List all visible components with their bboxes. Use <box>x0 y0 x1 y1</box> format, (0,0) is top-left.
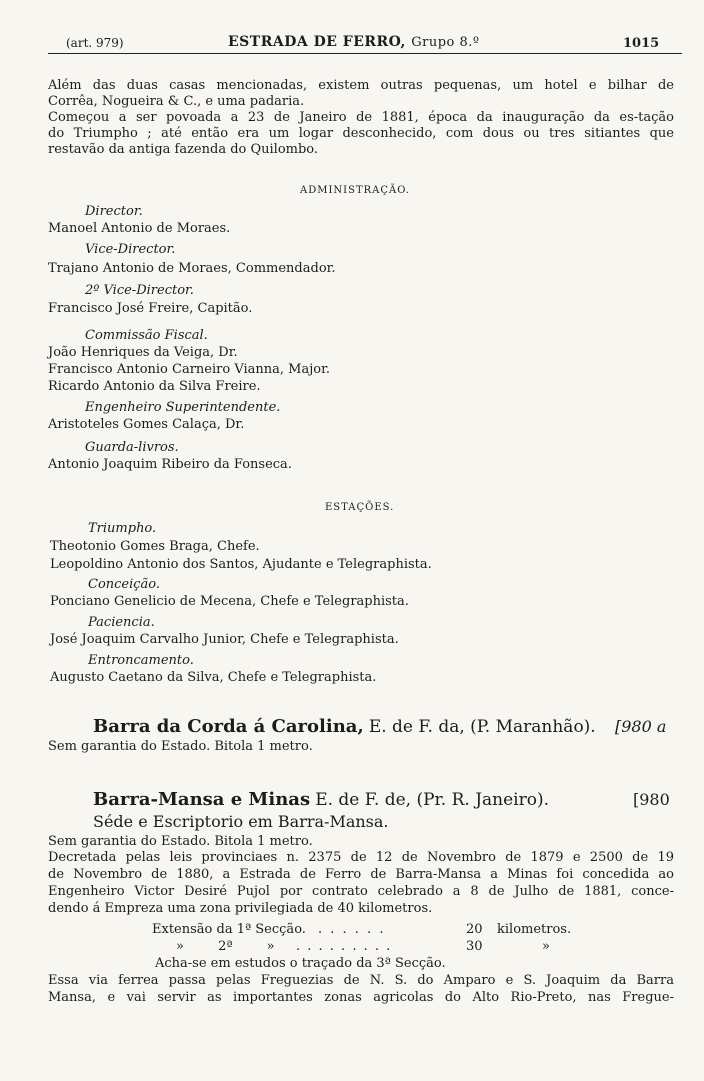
station-label: Conceição. <box>88 577 161 592</box>
person-name: João Henriques da Veiga, Dr. <box>48 345 238 360</box>
entry-text: Sem garantia do Estado. Bitola 1 metro. <box>48 834 313 849</box>
entry-ref: [980 <box>633 790 670 809</box>
running-title-main: ESTRADA DE FERRO, <box>228 34 406 50</box>
person-name: Manoel Antonio de Moraes. <box>48 221 231 236</box>
intro-line: Além das duas casas mencionadas, existem outras pequenas, um hotel e bilhar de <box>48 78 674 93</box>
entry-text: Acha-se em estudos o traçado da 3ª Secção. <box>155 956 446 971</box>
extension-value: 30 <box>466 939 483 954</box>
intro-line: Corrêa, Nogueira & C., e uma padaria. <box>48 94 305 109</box>
entry-text: Essa via ferrea passa pelas Freguezias de N. S. do Amparo e S. Joaquim da Barra <box>48 973 674 988</box>
role-label: Commissão Fiscal. <box>85 328 208 343</box>
extension-value: 20 <box>466 922 483 937</box>
role-label: Guarda-livros. <box>85 440 179 455</box>
person-name: Trajano Antonio de Moraes, Commendador. <box>48 261 336 276</box>
role-label: 2º Vice-Director. <box>85 283 194 298</box>
section-heading-administracao: ADMINISTRAÇÃO. <box>300 185 411 196</box>
person-name: Francisco Antonio Carneiro Vianna, Major. <box>48 362 330 377</box>
extension-label: Extensão da 1ª Secção. <box>152 922 306 937</box>
group-label: Grupo 8.º <box>411 35 480 50</box>
entry-sede: Séde e Escriptorio em Barra-Mansa. <box>93 812 389 831</box>
running-title <box>228 34 480 50</box>
entry-text: Decretada pelas leis provinciaes n. 2375 de 12 de Novembro de 1879 e 2500 de 19 <box>48 850 674 865</box>
station-label: Entroncamento. <box>88 653 194 668</box>
header-rule <box>48 53 682 54</box>
station-label: Triumpho. <box>88 521 157 536</box>
entry-subtitle: E. de F. de, (Pr. R. Janeiro). <box>315 790 549 810</box>
entry-text: Engenheiro Victor Desiré Pujol por contrato celebrado a 8 de Julho de 1881, conce- <box>48 884 674 899</box>
entry-subtitle: E. de F. da, (P. Maranhão). <box>368 717 596 737</box>
extension-unit: » <box>542 939 550 954</box>
page-number: 1015 <box>623 36 660 51</box>
section-heading-estacoes: ESTAÇÕES. <box>325 502 395 513</box>
person-name: Francisco José Freire, Capitão. <box>48 301 253 316</box>
page-header <box>48 32 682 54</box>
article-ref: (art. 979) <box>66 36 124 50</box>
leader-dots: . . . . . . . . . <box>296 939 392 954</box>
role-label: Engenheiro Superintendente. <box>85 400 281 415</box>
entry-text: de Novembro de 1880, a Estrada de Ferro de Barra-Mansa a Minas foi concedida ao <box>48 867 674 882</box>
entry-text: Mansa, e vai servir as importantes zonas agricolas do Alto Rio-Preto, nas Fregue- <box>48 990 674 1005</box>
leader-dots: . . . . . . <box>318 922 386 937</box>
person-name: Aristoteles Gomes Calaça, Dr. <box>48 417 245 432</box>
entry-text: Sem garantia do Estado. Bitola 1 metro. <box>48 739 313 754</box>
intro-line: restavão da antiga fazenda do Quilombo. <box>48 142 319 157</box>
entry-heading-barra-corda <box>93 717 596 737</box>
entry-heading-barra-mansa <box>93 790 549 810</box>
entry-title: Barra da Corda á Carolina, <box>93 716 364 737</box>
person-name: Ricardo Antonio da Silva Freire. <box>48 379 261 394</box>
role-label: Vice-Director. <box>85 242 176 257</box>
entry-title: Barra-Mansa e Minas <box>93 789 311 810</box>
extension-label: » 2ª » <box>176 939 275 954</box>
intro-line: Começou a ser povoada a 23 de Janeiro de 1881, época da inauguração da es-tação <box>48 110 674 125</box>
person-name: Theotonio Gomes Braga, Chefe. <box>50 539 260 554</box>
person-name: Augusto Caetano da Silva, Chefe e Telegraphista. <box>50 670 377 685</box>
station-label: Paciencia. <box>88 615 155 630</box>
person-name: Ponciano Genelicio de Mecena, Chefe e Telegraphista. <box>50 594 409 609</box>
entry-text: dendo á Empreza uma zona privilegiada de 40 kilometros. <box>48 901 433 916</box>
person-name: Antonio Joaquim Ribeiro da Fonseca. <box>48 457 292 472</box>
person-name: José Joaquim Carvalho Junior, Chefe e Telegraphista. <box>50 632 399 647</box>
entry-ref: [980 a <box>615 717 667 736</box>
person-name: Leopoldino Antonio dos Santos, Ajudante e Telegraphista. <box>50 557 432 572</box>
extension-unit: kilometros. <box>497 922 572 937</box>
role-label: Director. <box>85 204 143 219</box>
intro-line: do Triumpho ; até então era um logar desconhecido, com dous ou tres sitiantes que <box>48 126 674 141</box>
